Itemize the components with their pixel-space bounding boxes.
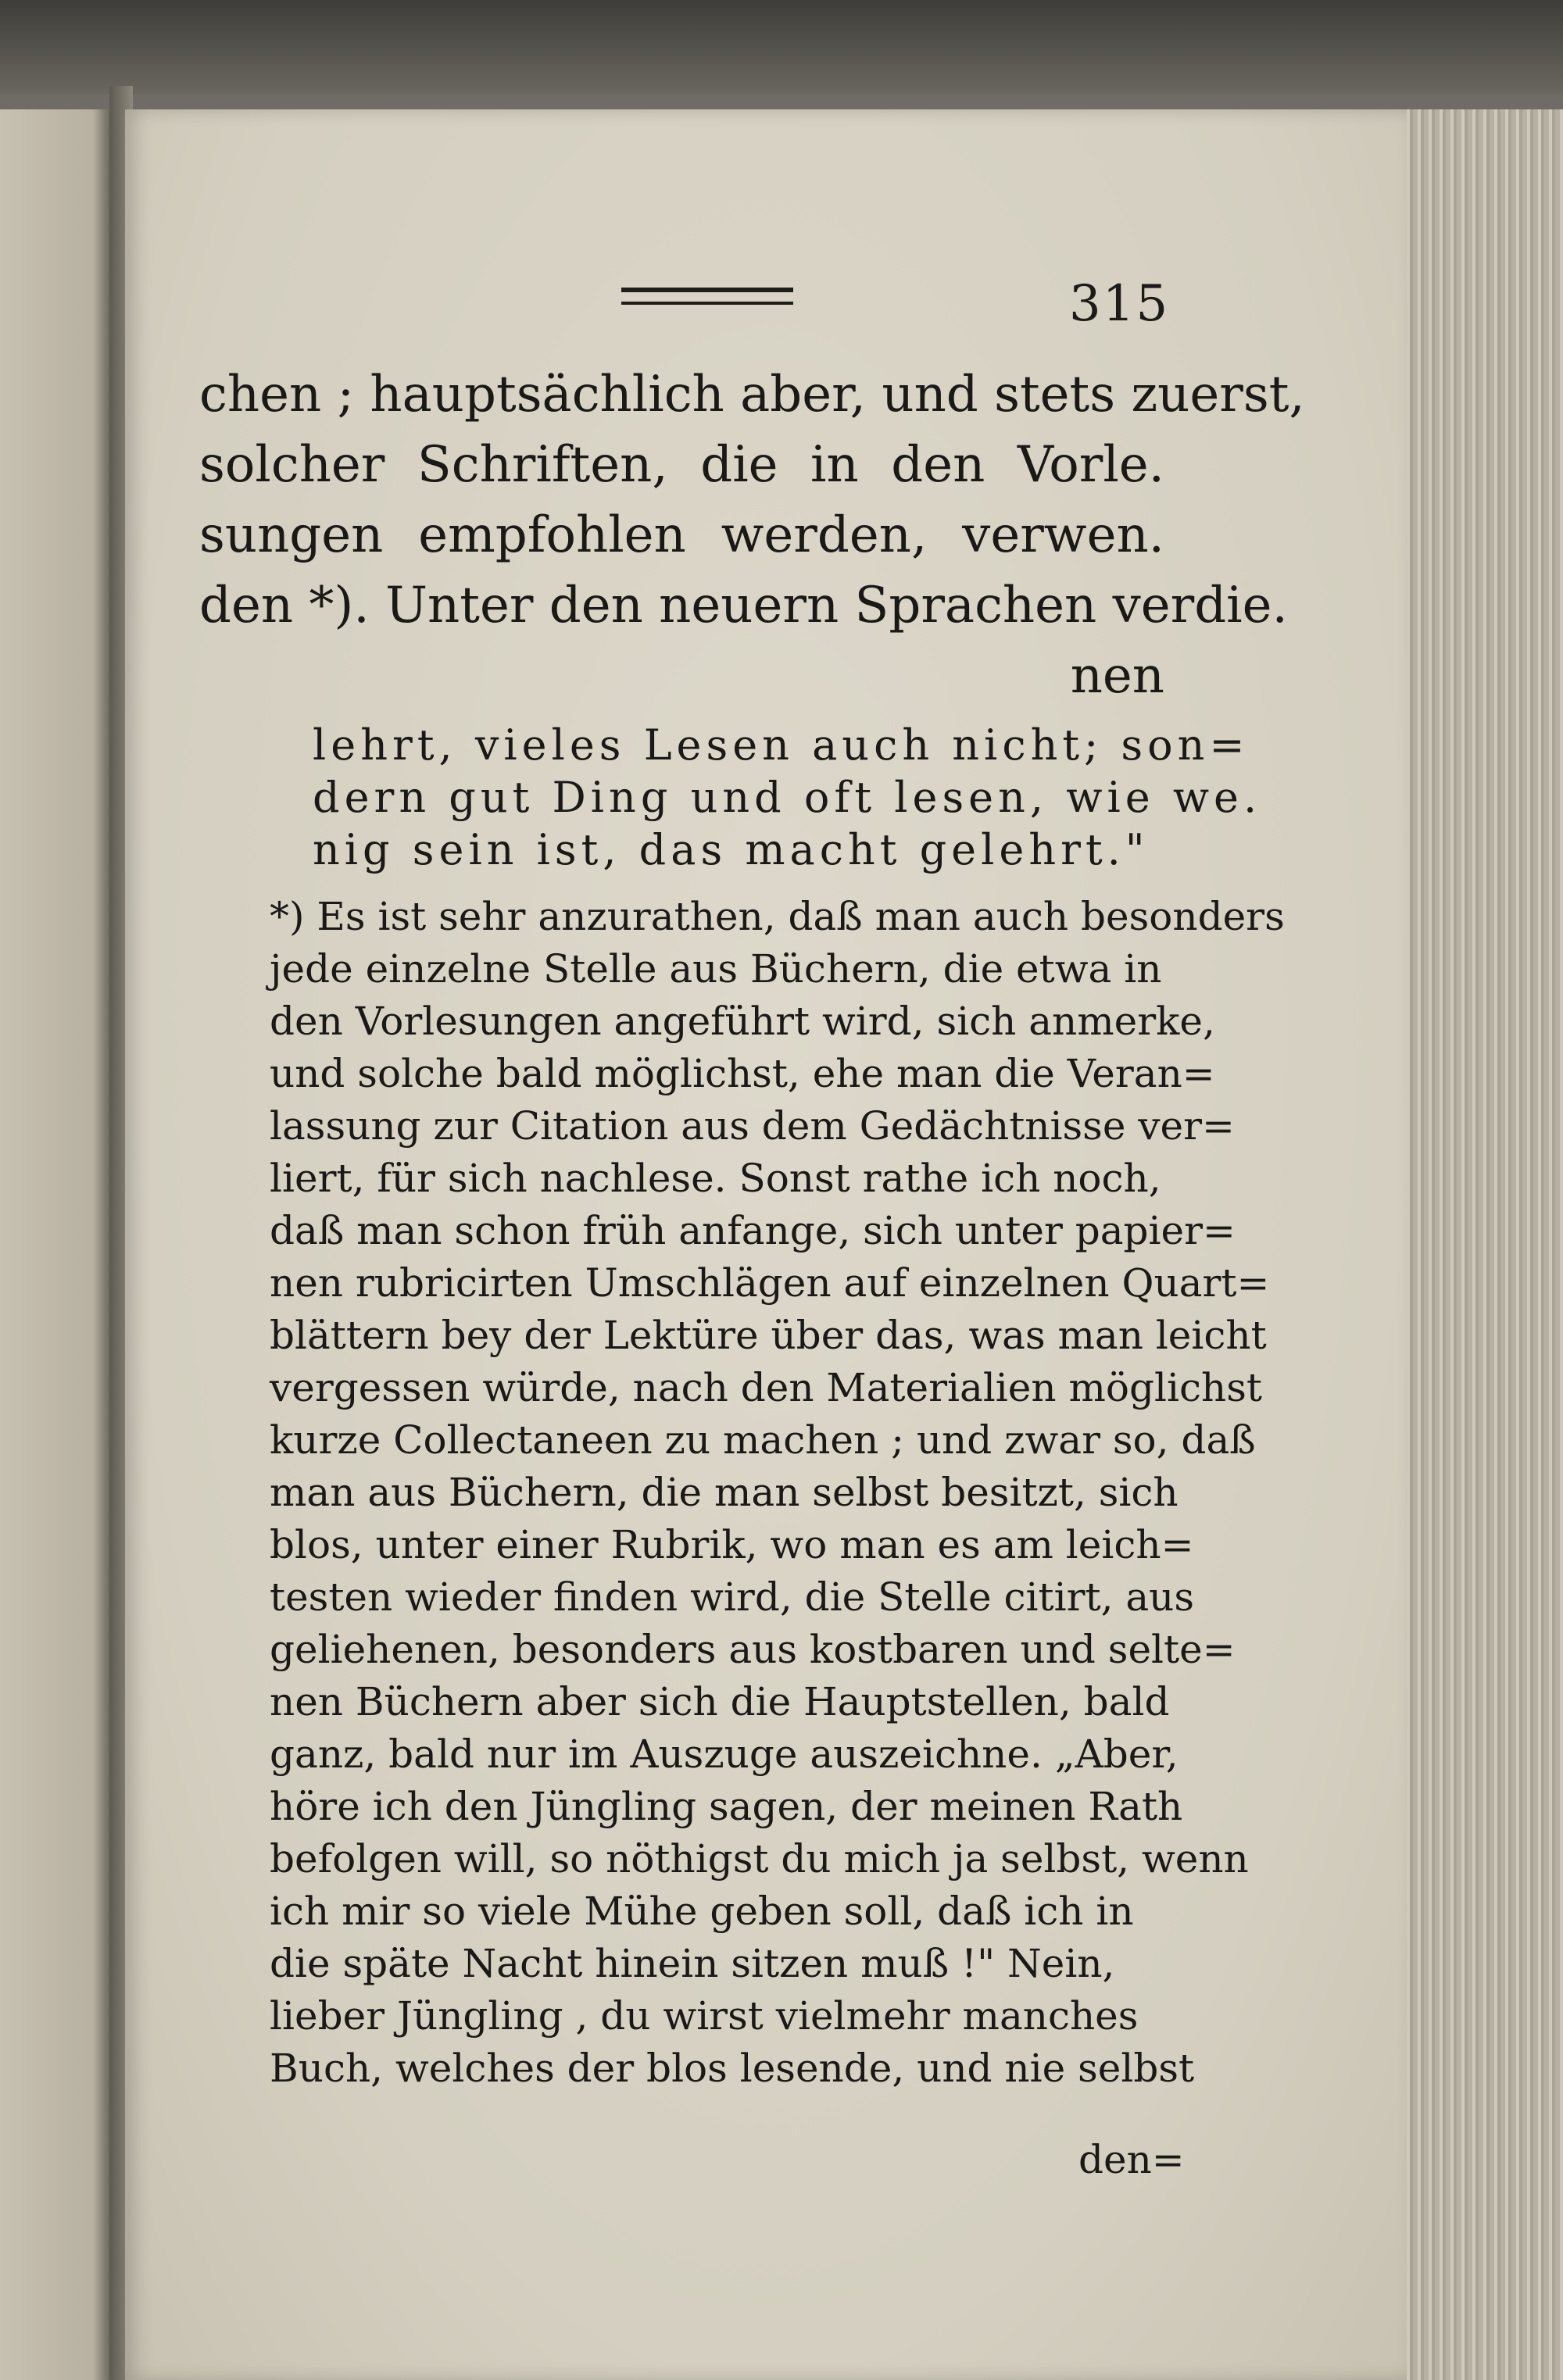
page-number: 315 bbox=[1069, 275, 1170, 333]
footnote-line: testen wieder finden wird, die Stelle citirt, aus bbox=[270, 1574, 1195, 1620]
quote-line: dern gut Ding und oft lesen, wie we. bbox=[313, 773, 1262, 822]
footnote-line: nen Büchern aber sich die Hauptstellen, bald bbox=[270, 1679, 1170, 1724]
footnote-line: ich mir so viele Mühe geben soll, daß ich in bbox=[270, 1889, 1134, 1934]
footnote-line: höre ich den Jüngling sagen, der meinen Rath bbox=[270, 1784, 1183, 1829]
footnote-line: daß man schon früh anfange, sich unter papier= bbox=[270, 1208, 1236, 1253]
footnote-line: vergessen würde, nach den Materialien möglichst bbox=[270, 1365, 1262, 1410]
footnote-line: kurze Collectaneen zu machen ; und zwar so, daß bbox=[270, 1417, 1256, 1463]
left-page-edge bbox=[0, 109, 109, 2380]
footnote-line: jede einzelne Stelle aus Büchern, die etwa in bbox=[270, 946, 1162, 992]
footnote-line: den Vorlesungen angeführt wird, sich anmerke, bbox=[270, 999, 1215, 1044]
page-edges bbox=[1391, 109, 1563, 2380]
footnote-line: ganz, bald nur im Auszuge auszeichne. „Aber, bbox=[270, 1731, 1179, 1777]
quote-line: nig sein ist, das macht gelehrt." bbox=[313, 825, 1150, 874]
top-shadow bbox=[0, 0, 1563, 94]
main-text-block bbox=[199, 359, 1305, 711]
main-line: den *). Unter den neuern Sprachen verdie. bbox=[199, 577, 1288, 634]
footnote-line: nen rubricirten Umschlägen auf einzelnen Quart= bbox=[270, 1260, 1270, 1306]
footnote-line: geliehenen, besonders aus kostbaren und selte= bbox=[270, 1627, 1236, 1672]
quote-line: lehrt, vieles Lesen auch nicht; son= bbox=[313, 720, 1250, 770]
footnote-line: man aus Büchern, die man selbst besitzt, sich bbox=[270, 1470, 1179, 1515]
footnote-line: die späte Nacht hinein sitzen muß !" Nein, bbox=[270, 1941, 1115, 1986]
footnote-line: lieber Jüngling , du wirst vielmehr manches bbox=[270, 1993, 1139, 2039]
main-line: nen bbox=[1070, 647, 1164, 705]
main-line: chen ; hauptsächlich aber, und stets zuerst, bbox=[199, 366, 1305, 423]
footnote-line: und solche bald möglichst, ehe man die Veran= bbox=[270, 1051, 1215, 1096]
footnote-line: blättern bey der Lektüre über das, was man leicht bbox=[270, 1313, 1267, 1358]
footnote-line: lassung zur Citation aus dem Gedächtnisse ver= bbox=[270, 1103, 1235, 1149]
footnote-line: blos, unter einer Rubrik, wo man es am leich= bbox=[270, 1522, 1194, 1567]
footnote-line: befolgen will, so nöthigst du mich ja selbst, wenn bbox=[270, 1836, 1249, 1881]
main-line: solcher Schriften, die in den Vorle. bbox=[199, 436, 1164, 494]
footnote-line: liert, für sich nachlese. Sonst rathe ich noch, bbox=[270, 1156, 1161, 1201]
footnote-line: Buch, welches der blos lesende, und nie selbst bbox=[270, 2046, 1195, 2091]
main-line: sungen empfohlen werden, verwen. bbox=[199, 506, 1164, 564]
footnote-line: *) Es ist sehr anzurathen, daß man auch besonders bbox=[270, 894, 1285, 939]
footnote-block bbox=[270, 891, 1285, 2095]
catchword: den= bbox=[1078, 2137, 1185, 2182]
quote-block bbox=[313, 719, 1262, 876]
header-rule bbox=[621, 288, 793, 305]
